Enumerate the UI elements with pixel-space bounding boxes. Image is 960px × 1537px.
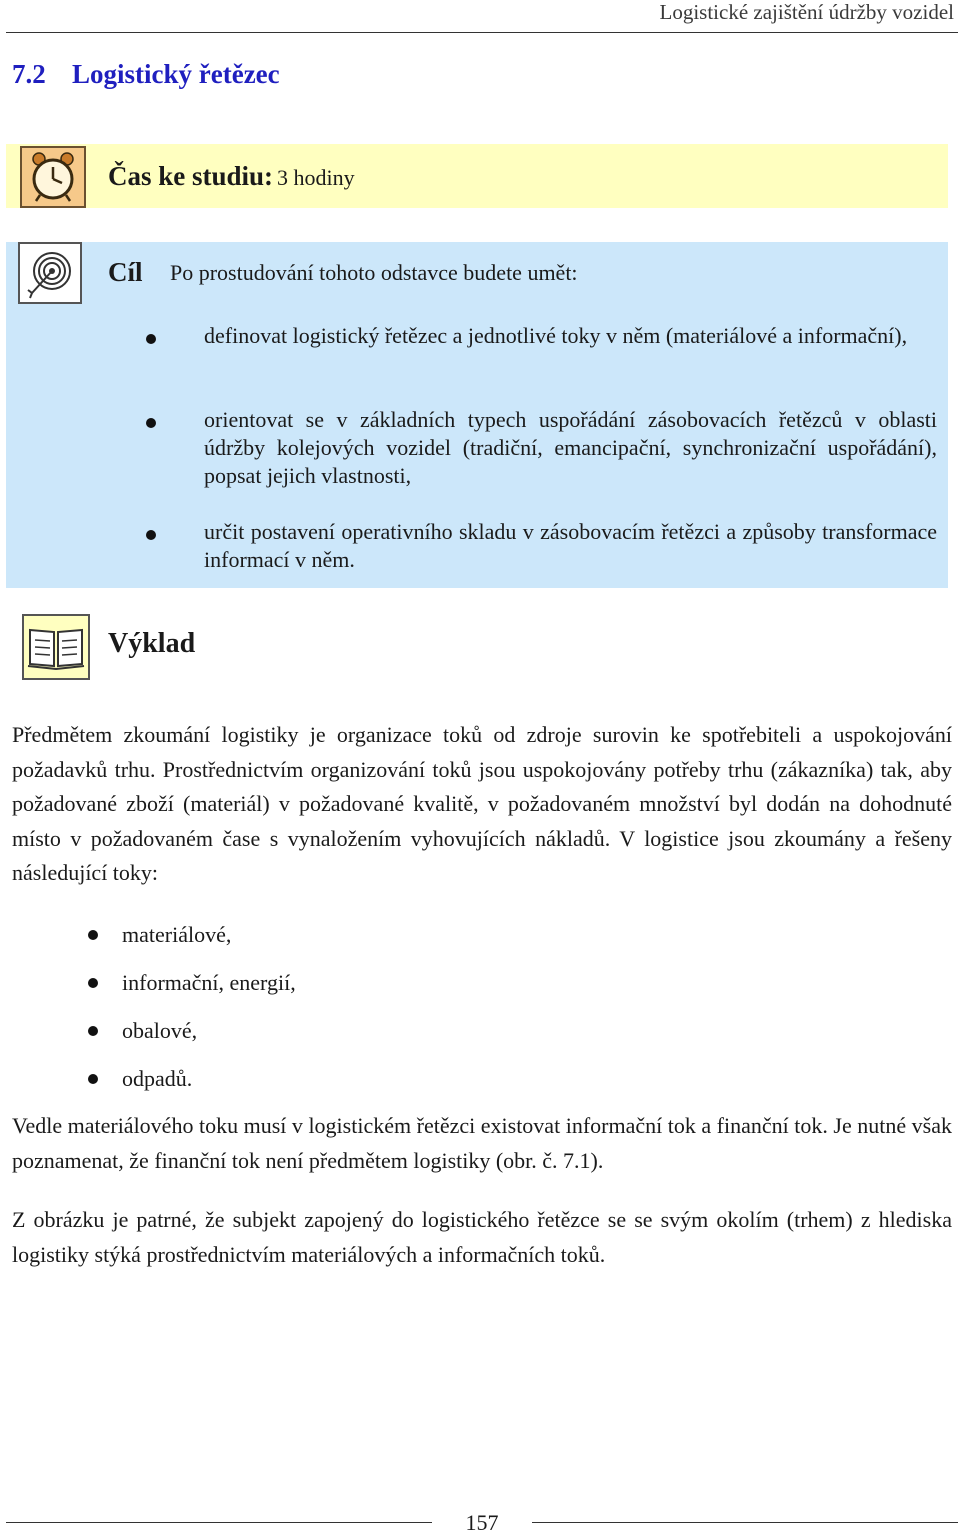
- study-time-box: [6, 144, 948, 208]
- explanation-paragraph: Předmětem zkoumání logistiky je organizace toků od zdroje surovin ke spotřebiteli a uspokojování požadavků trhu. Prostřednictvím organizování toků jsou uspokojovány potřeby trhu (zákazníka) tak, aby požadované zboží (materiál) v požadované kvalitě, v požadovaném množství byl dodán na dohodnuté místo v požadovaném čase s vynaložením vyhovujících nákladů. V logistice jsou zkoumány a řešeny následující toky:: [12, 722, 952, 885]
- explanation-paragraph: Vedle materiálového toku musí v logistickém řetězci existovat informační tok a finanční tok. Je nutné však poznamenat, že finanční tok není předmětem logistiky (obr. č. 7.1).: [12, 1113, 952, 1173]
- footer-rule: [6, 1522, 432, 1523]
- explanation-heading: Výklad: [108, 628, 196, 659]
- goal-intro: Po prostudování tohoto odstavce budete umět:: [170, 260, 578, 285]
- header-rule: [6, 32, 958, 33]
- open-book-icon: [22, 614, 90, 680]
- bullet: [146, 530, 156, 540]
- bullet: [146, 334, 156, 344]
- study-time-value: 3 hodiny: [277, 165, 355, 190]
- flow-item: materiálové,: [122, 922, 232, 947]
- bullet: [88, 1026, 98, 1036]
- alarm-clock-icon: [20, 146, 86, 208]
- bullet: [88, 978, 98, 988]
- bullet: [88, 930, 98, 940]
- explanation-paragraph: Z obrázku je patrné, že subjekt zapojený do logistického řetězce se se svým okolím (trhem) z hlediska logistiky stýká prostřednictvím materiálových a informačních toků.: [12, 1207, 952, 1267]
- study-time-label: Čas ke studiu:: [108, 161, 274, 191]
- running-header: Logistické zajištění údržby vozidel: [659, 0, 954, 24]
- section-title: Logistický řetězec: [72, 59, 280, 89]
- goal-item: určit postavení operativního skladu v zásobovacím řetězci a způsoby transformace informací v něm.: [204, 519, 937, 572]
- goal-box: [6, 242, 948, 588]
- goal-item: definovat logistický řetězec a jednotlivé toky v něm (materiálové a informační),: [204, 323, 908, 348]
- flow-item: informační, energií,: [122, 970, 296, 995]
- flow-item: odpadů.: [122, 1066, 193, 1091]
- bullet: [146, 418, 156, 428]
- section-number: 7.2: [12, 59, 46, 89]
- section-heading: [12, 56, 280, 92]
- goal-item: orientovat se v základních typech uspořádání zásobovacích řetězců v oblasti údržby kolejových vozidel (tradiční, emancipační, synchronizační uspořádání), popsat jejich vlastnosti,: [204, 407, 937, 488]
- target-icon: [18, 242, 82, 304]
- goal-label: Cíl: [108, 257, 143, 287]
- bullet: [88, 1074, 98, 1084]
- study-time-text: [108, 158, 355, 199]
- flow-item: obalové,: [122, 1018, 198, 1043]
- footer-rule: [532, 1522, 958, 1523]
- page-number: 157: [465, 1510, 499, 1535]
